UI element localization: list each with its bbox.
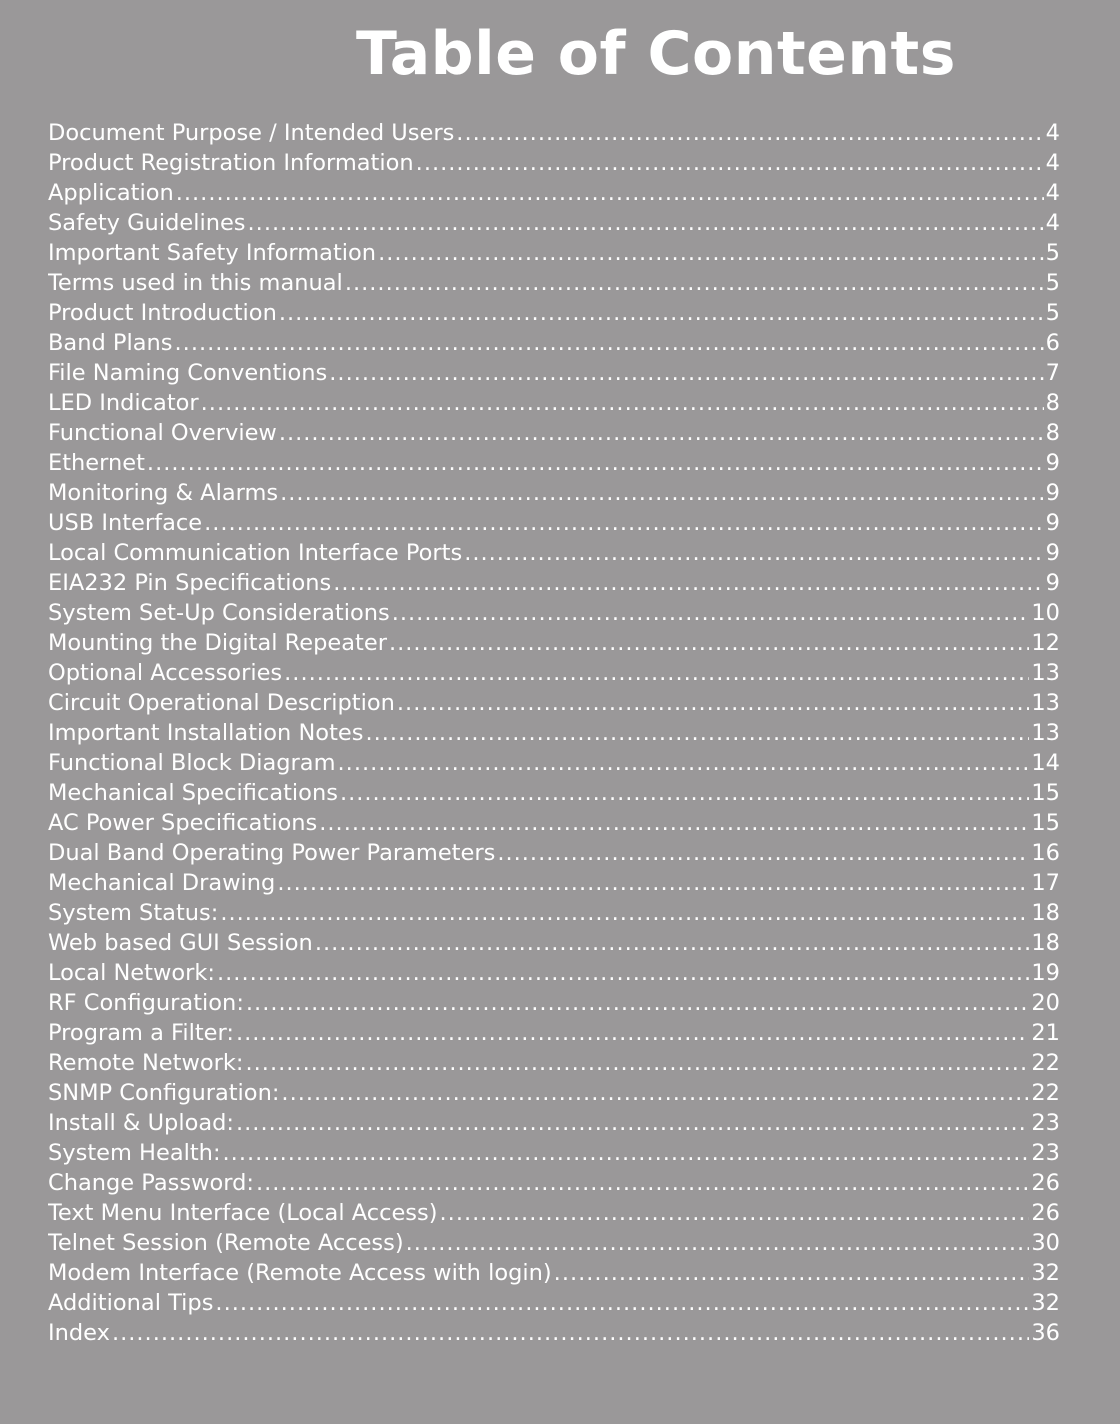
toc-entry-title: System Status: [48,900,219,926]
toc-entry[interactable] [48,328,1060,358]
toc-entry-page: 12 [1031,630,1060,656]
toc-leader [456,118,1043,148]
toc-leader [281,1078,1029,1108]
toc-leader [215,1288,1029,1318]
toc-entry-page: 15 [1031,810,1060,836]
toc-leader [176,178,1044,208]
toc-leader [554,1258,1030,1288]
toc-entry-title: SNMP Configuration: [48,1080,280,1106]
toc-entry-page: 4 [1045,150,1060,176]
toc-entry-title: Important Safety Information [48,240,377,266]
toc-leader [236,1018,1029,1048]
toc-entry-title: Program a Filter: [48,1020,234,1046]
toc-entry-title: Index [48,1320,110,1346]
toc-entry[interactable] [48,718,1060,748]
toc-entry-title: File Naming Conventions [48,360,328,386]
toc-entry[interactable] [48,388,1060,418]
toc-leader [277,868,1029,898]
toc-entry-title: Product Introduction [48,300,277,326]
toc-entry-page: 4 [1045,180,1060,206]
toc-entry-title: EIA232 Pin Specifications [48,570,332,596]
toc-entry-title: Modem Interface (Remote Access with login) [48,1260,552,1286]
toc-entry-title: LED Indicator [48,390,199,416]
toc-entry-page: 9 [1045,450,1060,476]
toc-entry-page: 36 [1031,1320,1060,1346]
toc-entry-page: 4 [1045,210,1060,236]
toc-entry-page: 9 [1045,510,1060,536]
toc-leader [329,358,1043,388]
toc-entry[interactable] [48,178,1060,208]
toc-entry[interactable] [48,778,1060,808]
toc-leader [406,1228,1030,1258]
toc-leader [217,958,1029,988]
toc-entry[interactable] [48,958,1060,988]
toc-entry-page: 30 [1031,1230,1060,1256]
toc-entry[interactable] [48,298,1060,328]
toc-entry[interactable] [48,1288,1060,1318]
toc-leader [378,238,1044,268]
toc-leader [279,418,1044,448]
toc-entry-page: 9 [1045,540,1060,566]
toc-entry[interactable] [48,1228,1060,1258]
toc-entry[interactable] [48,448,1060,478]
toc-entry[interactable] [48,1198,1060,1228]
toc-entry[interactable] [48,1048,1060,1078]
toc-entry-page: 5 [1045,300,1060,326]
toc-leader [256,1168,1029,1198]
toc-entry-page: 9 [1045,570,1060,596]
toc-leader [201,388,1044,418]
toc-entry[interactable] [48,268,1060,298]
toc-entry-title: Mechanical Drawing [48,870,276,896]
toc-entry-page: 13 [1031,660,1060,686]
toc-entry-page: 22 [1031,1080,1060,1106]
toc-leader [246,988,1029,1018]
toc-entry[interactable] [48,568,1060,598]
toc-entry-page: 23 [1031,1110,1060,1136]
toc-leader [248,208,1044,238]
toc-entry-page: 9 [1045,480,1060,506]
toc-leader [279,298,1044,328]
toc-entry-page: 22 [1031,1050,1060,1076]
toc-entry-title: Additional Tips [48,1290,214,1316]
toc-entry-title: Local Communication Interface Ports [48,540,463,566]
toc-leader [345,268,1044,298]
toc-entry[interactable] [48,658,1060,688]
toc-leader [365,718,1029,748]
toc-leader [464,538,1043,568]
toc-entry-title: Change Password: [48,1170,254,1196]
toc-entry-page: 8 [1045,390,1060,416]
toc-entry[interactable] [48,598,1060,628]
toc-entry[interactable] [48,1168,1060,1198]
toc-entry-title: Text Menu Interface (Local Access) [48,1200,438,1226]
toc-entry[interactable] [48,808,1060,838]
toc-entry-page: 17 [1031,870,1060,896]
toc-entry-page: 13 [1031,720,1060,746]
toc-entry-title: Mounting the Digital Repeater [48,630,387,656]
toc-entry-page: 4 [1045,120,1060,146]
toc-entry-page: 32 [1031,1290,1060,1316]
toc-leader [440,1198,1030,1228]
toc-entry-title: Band Plans [48,330,173,356]
toc-entry-page: 32 [1031,1260,1060,1286]
toc-entry-title: Telnet Session (Remote Access) [48,1230,404,1256]
toc-entry[interactable] [48,868,1060,898]
toc-entry-page: 14 [1031,750,1060,776]
toc-leader [338,748,1030,778]
page-title: Table of Contents [356,19,956,89]
toc-entry-title: USB Interface [48,510,203,536]
toc-leader [147,448,1044,478]
toc-leader [175,328,1044,358]
toc-leader [204,508,1044,538]
toc-entry-title: System Health: [48,1140,221,1166]
toc-entry-page: 6 [1045,330,1060,356]
toc-leader [280,478,1044,508]
toc-entry-title: Functional Overview [48,420,277,446]
toc-entry-title: System Set-Up Considerations [48,600,390,626]
toc-entry-title: Optional Accessories [48,660,283,686]
toc-leader [497,838,1029,868]
toc-entry-title: Document Purpose / Intended Users [48,120,455,146]
toc-entry-page: 5 [1045,270,1060,296]
toc-leader [340,778,1029,808]
toc-entry[interactable] [48,988,1060,1018]
toc-entry-title: Functional Block Diagram [48,750,336,776]
toc-entry[interactable] [48,208,1060,238]
toc-entry-page: 18 [1031,930,1060,956]
toc-entry[interactable] [48,1018,1060,1048]
toc-entry[interactable] [48,1318,1060,1348]
toc-entry[interactable] [48,748,1060,778]
toc-entry[interactable] [48,478,1060,508]
toc-list [48,118,1060,1348]
toc-entry-title: Important Installation Notes [48,720,364,746]
toc-entry-page: 5 [1045,240,1060,266]
toc-entry[interactable] [48,898,1060,928]
toc-entry-page: 18 [1031,900,1060,926]
toc-entry-page: 13 [1031,690,1060,716]
toc-entry[interactable] [48,928,1060,958]
toc-leader [223,1138,1030,1168]
toc-entry[interactable] [48,838,1060,868]
toc-leader [416,148,1044,178]
toc-entry-title: Remote Network: [48,1050,244,1076]
toc-leader [392,598,1030,628]
toc-entry-page: 26 [1031,1200,1060,1226]
toc-entry-page: 16 [1031,840,1060,866]
toc-entry-page: 19 [1031,960,1060,986]
toc-leader [236,1108,1029,1138]
toc-entry-title: AC Power Specifications [48,810,318,836]
toc-leader [112,1318,1029,1348]
toc-entry[interactable] [48,628,1060,658]
toc-entry[interactable] [48,238,1060,268]
toc-leader [397,688,1029,718]
toc-leader [246,1048,1030,1078]
toc-entry[interactable] [48,1258,1060,1288]
toc-entry-title: Terms used in this manual [48,270,343,296]
toc-entry[interactable] [48,118,1060,148]
toc-entry[interactable] [48,1078,1060,1108]
toc-entry-page: 26 [1031,1170,1060,1196]
toc-entry[interactable] [48,358,1060,388]
toc-entry[interactable] [48,688,1060,718]
toc-entry-title: Product Registration Information [48,150,414,176]
toc-entry[interactable] [48,1108,1060,1138]
toc-entry-page: 23 [1031,1140,1060,1166]
toc-entry-page: 7 [1045,360,1060,386]
toc-leader [389,628,1029,658]
toc-entry-title: Dual Band Operating Power Parameters [48,840,496,866]
toc-entry-title: Ethernet [48,450,145,476]
toc-entry-title: Monitoring & Alarms [48,480,279,506]
toc-entry-title: Circuit Operational Description [48,690,395,716]
toc-entry-page: 20 [1031,990,1060,1016]
toc-entry[interactable] [48,1138,1060,1168]
toc-entry-title: Mechanical Specifications [48,780,338,806]
toc-entry-page: 15 [1031,780,1060,806]
toc-leader [333,568,1043,598]
toc-leader [319,808,1029,838]
toc-entry[interactable] [48,418,1060,448]
toc-entry[interactable] [48,538,1060,568]
toc-entry-page: 10 [1031,600,1060,626]
toc-entry-page: 8 [1045,420,1060,446]
toc-entry[interactable] [48,148,1060,178]
toc-entry-title: Application [48,180,174,206]
toc-entry-title: Web based GUI Session [48,930,313,956]
toc-entry-page: 21 [1031,1020,1060,1046]
toc-entry-title: RF Configuration: [48,990,244,1016]
toc-entry-title: Safety Guidelines [48,210,246,236]
toc-entry-title: Local Network: [48,960,215,986]
toc-leader [315,928,1030,958]
toc-entry-title: Install & Upload: [48,1110,234,1136]
toc-leader [220,898,1029,928]
toc-entry[interactable] [48,508,1060,538]
toc-leader [284,658,1029,688]
